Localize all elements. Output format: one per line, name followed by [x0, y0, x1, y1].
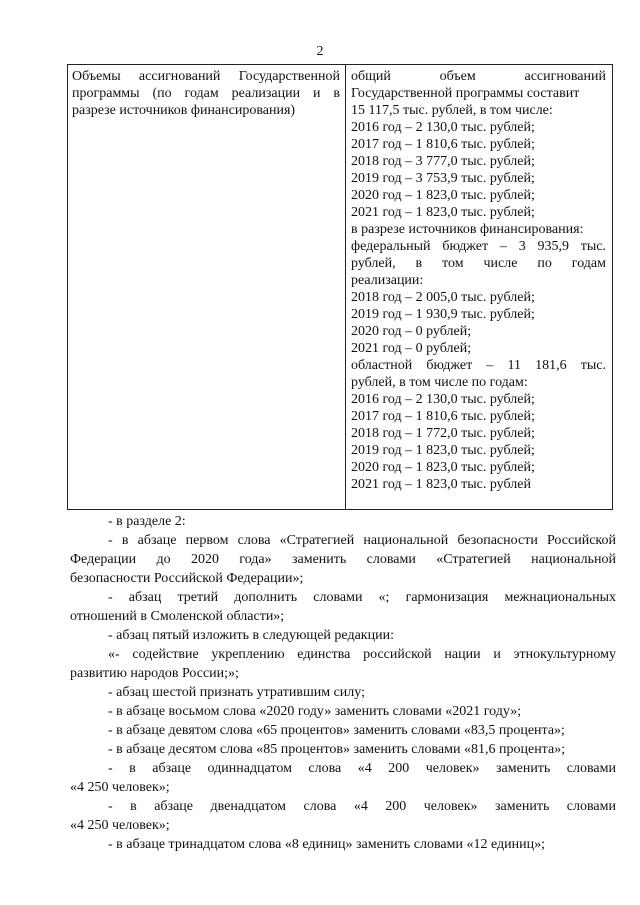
paragraph-line: - абзац третий дополнить словами «; гармонизация межнациональных	[108, 590, 616, 605]
paragraph-line: - в разделе 2:	[108, 514, 186, 529]
table-line: 2018 год – 3 777,0 тыс. рублей;	[351, 154, 535, 169]
table-line: реализации:	[351, 273, 424, 288]
paragraph-line: развитию народов России;»;	[70, 666, 239, 681]
table-line: 2016 год – 2 130,0 тыс. рублей;	[351, 120, 535, 135]
table-line: областной бюджет – 11 181,6 тыс.	[351, 358, 606, 373]
paragraph-line: «- содействие укреплению единства российской нации и этнокультурному	[108, 647, 616, 662]
table-line: 2021 год – 1 823,0 тыс. рублей;	[351, 205, 535, 220]
table-line: рублей, в том числе по годам:	[351, 375, 528, 390]
table-line: 2018 год – 1 772,0 тыс. рублей;	[351, 426, 535, 441]
table-line: 2020 год – 0 рублей;	[351, 324, 472, 339]
table-line: 2021 год – 0 рублей;	[351, 341, 472, 356]
table-line: общий объем ассигнований	[351, 69, 606, 84]
table-line: Государственной программы составит	[351, 86, 580, 101]
paragraph-line: «4 250 человек»;	[70, 780, 170, 795]
table-value-cell	[346, 65, 612, 509]
table-label-cell: Объемы ассигнований Государственной программы (по годам реализации и в разрезе источников финансирования)	[68, 65, 346, 509]
paragraph-line: - абзац пятый изложить в следующей редакции:	[108, 628, 394, 643]
paragraph-line: «4 250 человек»;	[70, 818, 170, 833]
paragraph-line: - в абзаце десятом слова «85 процентов» заменить словами «81,6 процента»;	[108, 742, 566, 757]
financing-table	[67, 64, 613, 510]
table-line: 2019 год – 1 930,9 тыс. рублей;	[351, 307, 535, 322]
paragraph-line: - в абзаце одиннадцатом слова «4 200 человек» заменить словами	[108, 761, 616, 776]
table-line: рублей, в том числе по годам	[351, 256, 606, 271]
amendments-text	[70, 512, 616, 854]
table-line: в разрезе источников финансирования:	[351, 222, 584, 237]
table-line: 2019 год – 3 753,9 тыс. рублей;	[351, 171, 535, 186]
paragraph-line: - в абзаце девятом слова «65 процентов» заменить словами «83,5 процента»;	[108, 723, 565, 738]
table-line: 2019 год – 1 823,0 тыс. рублей;	[351, 443, 535, 458]
table-line: 2017 год – 1 810,6 тыс. рублей;	[351, 137, 535, 152]
table-line: 2016 год – 2 130,0 тыс. рублей;	[351, 392, 535, 407]
paragraph-line: отношений в Смоленской области»;	[70, 609, 285, 624]
table-line: 2020 год – 1 823,0 тыс. рублей;	[351, 188, 535, 203]
paragraph-line: - в абзаце тринадцатом слова «8 единиц» заменить словами «12 единиц»;	[108, 837, 546, 852]
paragraph-line: безопасности Российской Федерации»;	[70, 571, 304, 586]
table-line: 2017 год – 1 810,6 тыс. рублей;	[351, 409, 535, 424]
paragraph-line: - в абзаце восьмом слова «2020 году» заменить словами «2021 году»;	[108, 704, 522, 719]
page-number: 2	[316, 44, 324, 59]
paragraph-line: - в абзаце двенадцатом слова «4 200 человек» заменить словами	[108, 799, 616, 814]
table-line: 2018 год – 2 005,0 тыс. рублей;	[351, 290, 535, 305]
paragraph-line: - в абзаце первом слова «Стратегией национальной безопасности Российской	[108, 533, 616, 548]
paragraph-line: Федерации до 2020 года» заменить словами «Стратегией национальной	[70, 552, 616, 567]
paragraph-line: - абзац шестой признать утратившим силу;	[108, 685, 365, 700]
table-line: федеральный бюджет – 3 935,9 тыс.	[351, 239, 606, 254]
table-line: 15 117,5 тыс. рублей, в том числе:	[351, 103, 553, 118]
table-line: 2021 год – 1 823,0 тыс. рублей	[351, 477, 531, 492]
table-line: 2020 год – 1 823,0 тыс. рублей;	[351, 460, 535, 475]
